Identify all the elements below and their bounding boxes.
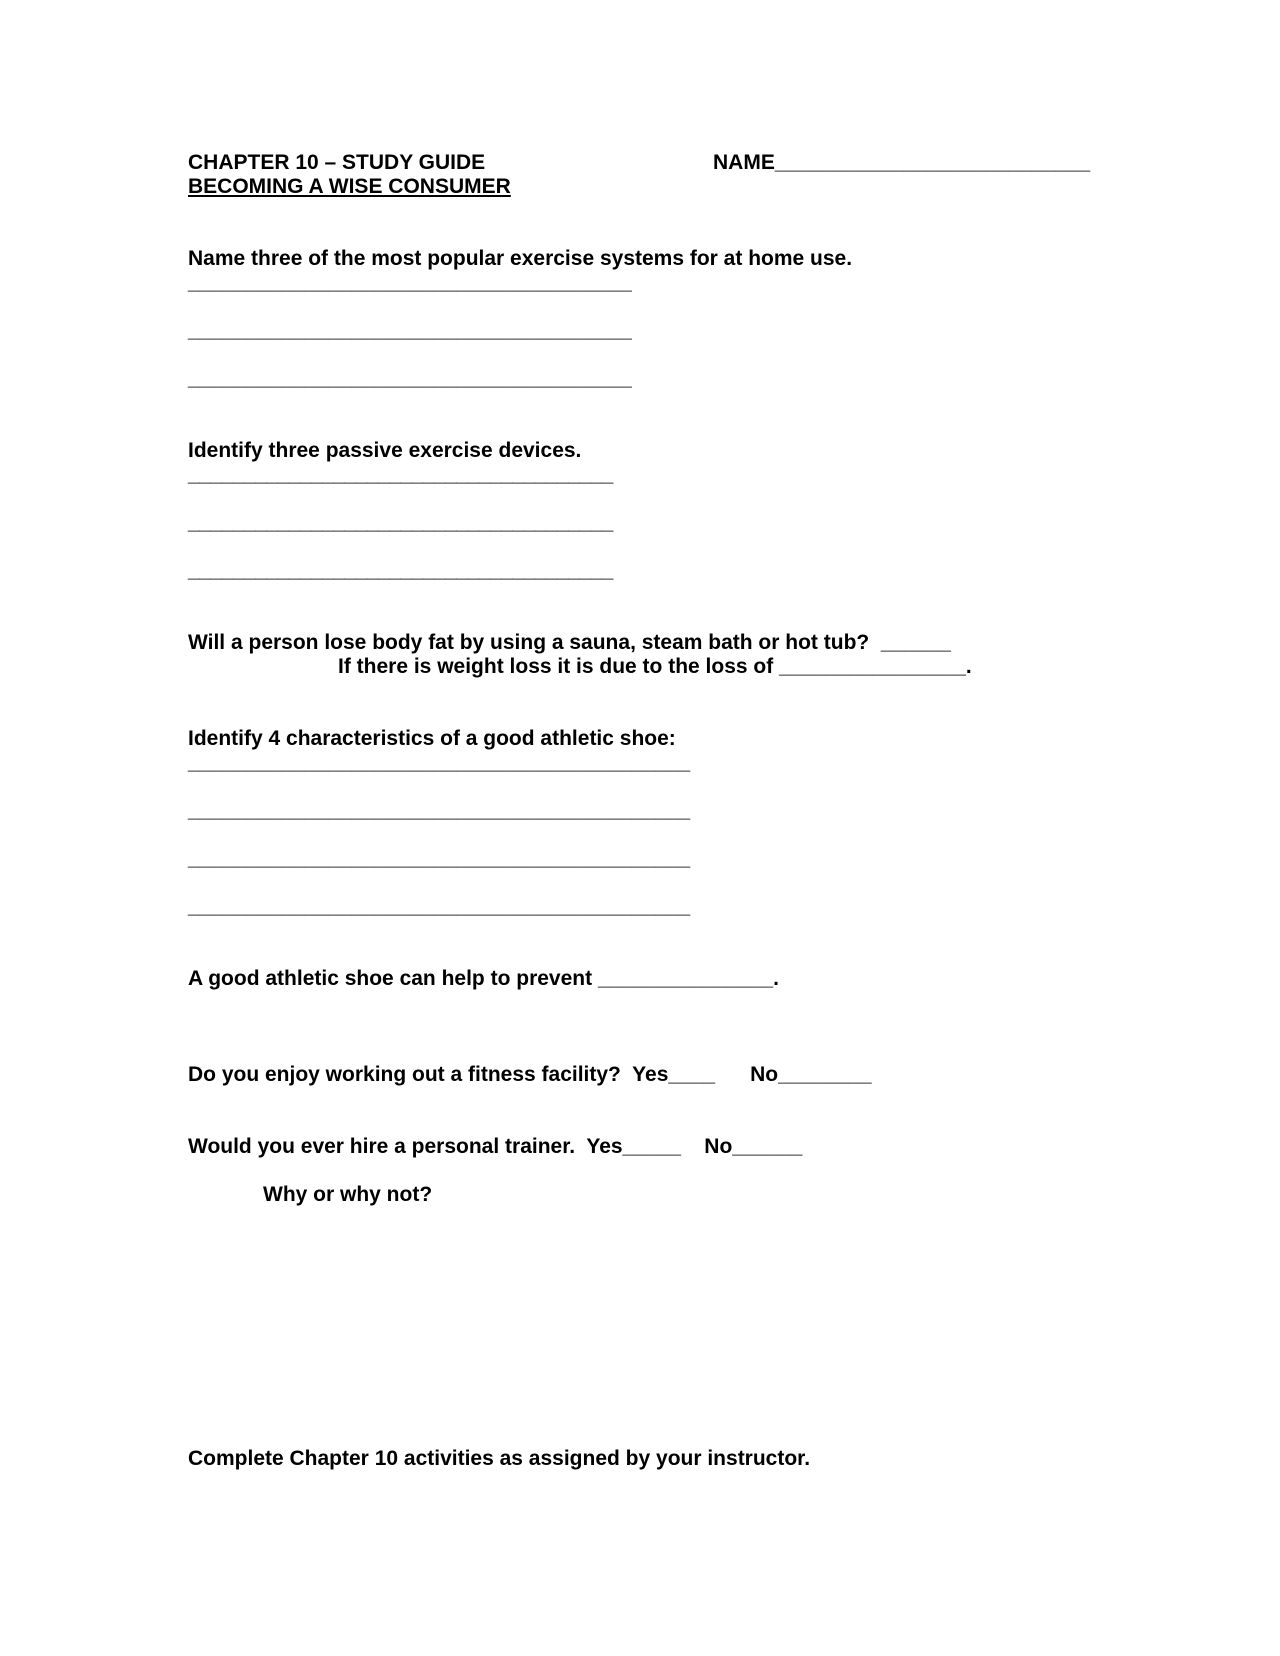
page-subtitle: BECOMING A WISE CONSUMER <box>188 175 511 198</box>
question-fitness-facility: Do you enjoy working out a fitness facility? Yes____ No________ <box>188 1063 872 1086</box>
question-home-exercise-systems: Name three of the most popular exercise systems for at home use. <box>188 247 853 270</box>
question-passive-devices: Identify three passive exercise devices. <box>188 439 582 462</box>
footer-instruction: Complete Chapter 10 activities as assigned by your instructor. <box>188 1447 811 1470</box>
question-personal-trainer: Would you ever hire a personal trainer. Yes_____ No______ <box>188 1135 803 1158</box>
question-shoe-characteristics: Identify 4 characteristics of a good athletic shoe: <box>188 727 676 750</box>
answer-line[interactable]: ______________________________________ <box>188 559 613 582</box>
answer-line[interactable]: ______________________________________ <box>188 367 632 390</box>
question-shoe-prevent: A good athletic shoe can help to prevent _______________. <box>188 967 779 990</box>
question-sauna-followup: If there is weight loss it is due to the loss of ________________. <box>338 655 972 678</box>
answer-line[interactable]: ______________________________________ <box>188 271 632 294</box>
question-personal-trainer-followup: Why or why not? <box>263 1183 433 1206</box>
question-sauna: Will a person lose body fat by using a sauna, steam bath or hot tub? ______ <box>188 631 951 654</box>
answer-line[interactable]: ______________________________________ <box>188 463 613 486</box>
answer-line[interactable]: ______________________________________ <box>188 511 613 534</box>
name-field[interactable]: NAME___________________________ <box>713 151 1091 174</box>
answer-line[interactable]: ___________________________________________ <box>188 751 691 774</box>
answer-line[interactable]: ___________________________________________ <box>188 895 691 918</box>
answer-line[interactable]: ___________________________________________ <box>188 847 691 870</box>
answer-line[interactable]: ___________________________________________ <box>188 799 691 822</box>
chapter-title: CHAPTER 10 – STUDY GUIDE <box>188 151 486 174</box>
answer-line[interactable]: ______________________________________ <box>188 319 632 342</box>
